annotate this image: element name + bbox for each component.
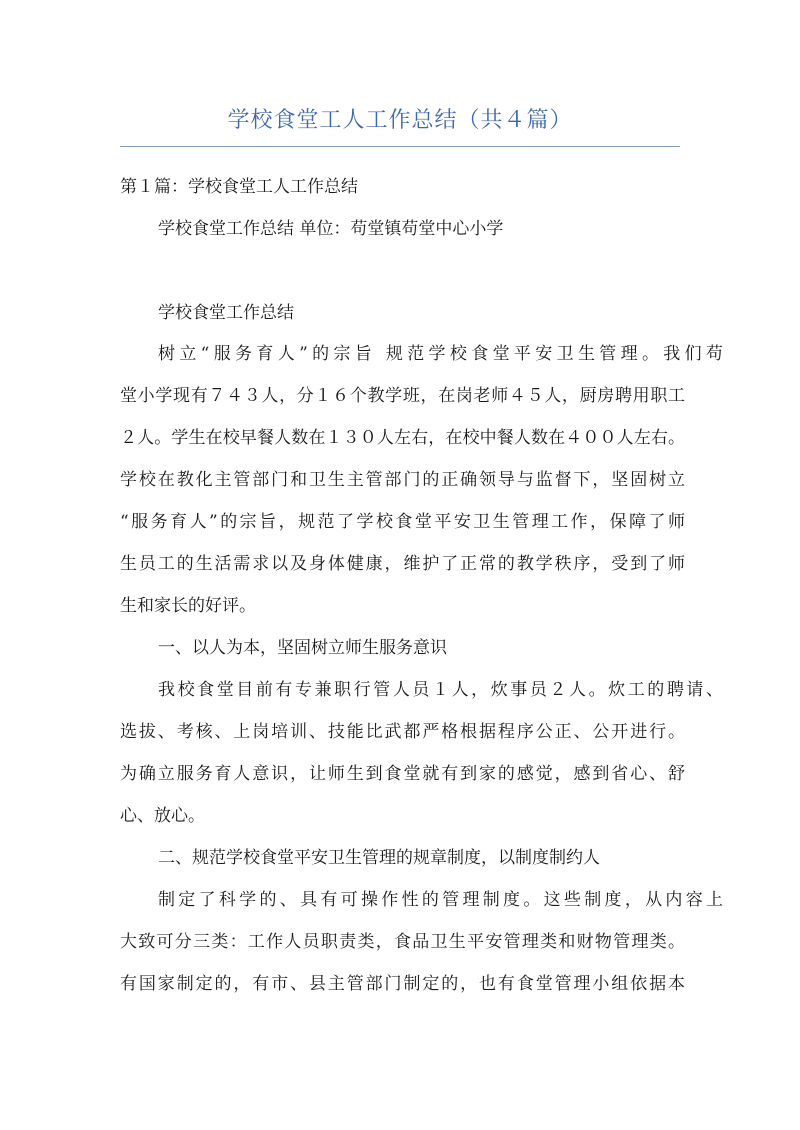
section-heading: 二、规范学校食堂平安卫生管理的规章制度，以制度制约人 bbox=[158, 848, 600, 868]
paragraph-line: 堂小学现有７４３人，分１６个教学班，在岗老师４５人，厨房聘用职工 bbox=[120, 386, 685, 406]
section-heading: 一、以人为本，坚固树立师生服务意识 bbox=[158, 638, 447, 658]
subheading: 学校食堂工作总结 bbox=[158, 303, 294, 323]
title-divider bbox=[120, 146, 680, 147]
paragraph-line: ２人。学生在校早餐人数在１３０人左右，在校中餐人数在４００人左右。 bbox=[120, 428, 685, 448]
unit-line: 学校食堂工作总结 单位：苟堂镇苟堂中心小学 bbox=[158, 219, 504, 239]
section-heading: 第１篇：学校食堂工人工作总结 bbox=[120, 177, 358, 197]
paragraph-line: 制定了科学的、具有可操作性的管理制度。这些制度，从内容上 bbox=[158, 890, 723, 910]
paragraph-line: 有国家制定的，有市、县主管部门制定的，也有食堂管理小组依据本 bbox=[120, 974, 685, 994]
paragraph-line: “服务育人”的宗旨，规范了学校食堂平安卫生管理工作，保障了师 bbox=[120, 512, 685, 532]
paragraph-line: 我校食堂目前有专兼职行管人员１人，炊事员２人。炊工的聘请、 bbox=[158, 680, 723, 700]
document-title: 学校食堂工人工作总结（共４篇） bbox=[227, 108, 573, 133]
paragraph-line: 选拔、考核、上岗培训、技能比武都严格根据程序公正、公开进行。 bbox=[120, 722, 685, 742]
paragraph-line: 生和家长的好评。 bbox=[120, 596, 256, 616]
paragraph-line: 心、放心。 bbox=[120, 806, 205, 826]
paragraph-line: 树立“服务育人”的宗旨 规范学校食堂平安卫生管理。我们苟 bbox=[158, 344, 723, 364]
paragraph-line: 大致可分三类：工作人员职责类，食品卫生平安管理类和财物管理类。 bbox=[120, 932, 685, 952]
paragraph-line: 为确立服务育人意识，让师生到食堂就有到家的感觉，感到省心、舒 bbox=[120, 764, 685, 784]
paragraph-line: 生员工的生活需求以及身体健康，维护了正常的教学秩序，受到了师 bbox=[120, 554, 685, 574]
paragraph-line: 学校在教化主管部门和卫生主管部门的正确领导与监督下，坚固树立 bbox=[120, 470, 685, 490]
